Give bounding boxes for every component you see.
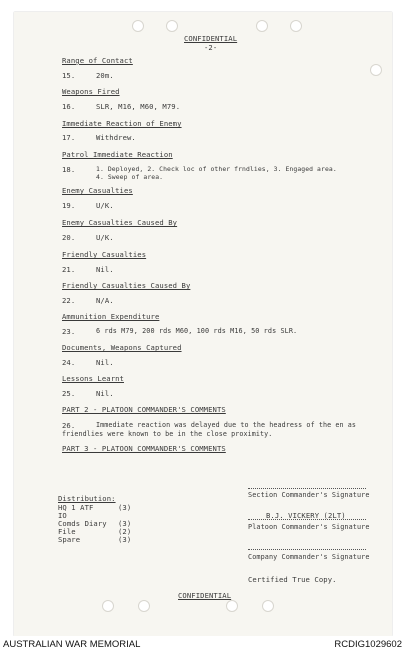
signature-line xyxy=(248,484,366,489)
section-heading: Range of Contact xyxy=(62,56,133,65)
item-text: Nil. xyxy=(96,358,114,367)
distribution-name: Spare xyxy=(58,535,81,544)
distribution-heading: Distribution: xyxy=(58,494,116,503)
section-heading: Immediate Reaction of Enemy xyxy=(62,119,182,128)
typed-report xyxy=(14,12,392,636)
item-number: 15. xyxy=(62,71,76,80)
item-number: 21. xyxy=(62,265,76,274)
distribution-count: (3) xyxy=(118,519,132,528)
section-heading: Lessons Learnt xyxy=(62,374,124,383)
item-text: U/K. xyxy=(96,201,114,210)
part2-comment: Immediate reaction was delayed due to the headress of the en as friendlies were known to be in the close proximity. xyxy=(62,421,356,438)
company-commander-signature-label: Company Commander's Signature xyxy=(248,553,370,561)
section-heading: Enemy Casualties xyxy=(62,186,133,195)
item-number: 16. xyxy=(62,102,76,111)
item-number: 25. xyxy=(62,389,76,398)
classification-header: CONFIDENTIAL xyxy=(184,34,238,43)
distribution-count: (3) xyxy=(118,535,132,544)
distribution-name: File xyxy=(58,527,76,536)
item-text: U/K. xyxy=(96,233,114,242)
signature-line xyxy=(248,515,366,520)
record-id: RCDIG1029602 xyxy=(334,639,402,650)
item-number: 17. xyxy=(62,133,76,142)
section-heading: Friendly Casualties Caused By xyxy=(62,281,191,290)
distribution-count: (3) xyxy=(118,503,132,512)
part2-heading: PART 2 - PLATOON COMMANDER'S COMMENTS xyxy=(62,405,226,414)
certified-true-copy: Certified True Copy. xyxy=(248,575,337,584)
item-number: 20. xyxy=(62,233,76,242)
item-number: 19. xyxy=(62,201,76,210)
platoon-commander-name: B.J. VICKERY (2LT) xyxy=(266,511,346,520)
section-heading: Documents, Weapons Captured xyxy=(62,343,182,352)
section-heading: Patrol Immediate Reaction xyxy=(62,150,173,159)
item-text: N/A. xyxy=(96,296,114,305)
section-heading: Enemy Casualties Caused By xyxy=(62,218,178,227)
part3-heading: PART 3 - PLATOON COMMANDER'S COMMENTS xyxy=(62,444,226,453)
archive-name: AUSTRALIAN WAR MEMORIAL xyxy=(3,639,141,650)
distribution-name: HQ 1 ATF xyxy=(58,503,94,512)
item-number: 23. xyxy=(62,327,76,336)
distribution-count: (2) xyxy=(118,527,132,536)
item-text: Nil. xyxy=(96,265,114,274)
item-text-continued: 4. Sweep of area. xyxy=(96,173,164,181)
item-number: 24. xyxy=(62,358,76,367)
item-text: 6 rds M79, 200 rds M60, 100 rds M16, 50 rds SLR. xyxy=(96,327,298,335)
item-number: 18. xyxy=(62,165,76,174)
item-text: SLR, M16, M60, M79. xyxy=(96,102,181,111)
item-text: 1. Deployed, 2. Check loc of other frndlies, 3. Engaged area. xyxy=(96,165,337,173)
classification-footer: CONFIDENTIAL xyxy=(178,591,232,600)
page-number: -2- xyxy=(204,43,218,52)
archive-caption-bar xyxy=(0,636,406,654)
distribution-name: IO xyxy=(58,511,67,520)
signature-line xyxy=(248,545,366,550)
section-heading: Weapons Fired xyxy=(62,87,120,96)
platoon-commander-signature-label: Platoon Commander's Signature xyxy=(248,523,370,531)
item-number: 26. xyxy=(62,421,76,430)
document-page xyxy=(14,12,392,636)
distribution-name: Comds Diary xyxy=(58,519,107,528)
item-text: Nil. xyxy=(96,389,114,398)
item-text: 20m. xyxy=(96,71,114,80)
item-text: Withdrew. xyxy=(96,133,136,142)
item-number: 22. xyxy=(62,296,76,305)
section-commander-signature-label: Section Commander's Signature xyxy=(248,491,370,499)
section-heading: Ammunition Expenditure xyxy=(62,312,160,321)
section-heading: Friendly Casualties xyxy=(62,250,147,259)
